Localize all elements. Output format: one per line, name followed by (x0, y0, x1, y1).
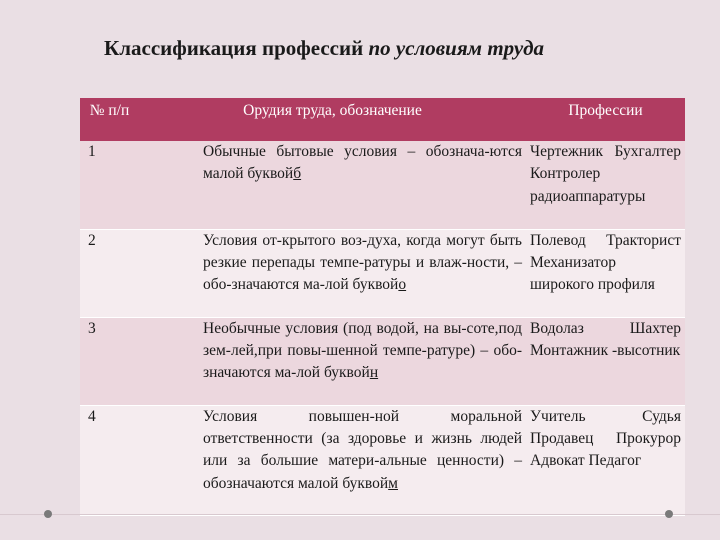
header-tools: Орудия труда, обозначение (139, 98, 526, 141)
footer-divider (0, 514, 720, 515)
table-row (80, 141, 685, 229)
classification-table (80, 98, 685, 516)
table-header-row (80, 98, 685, 141)
row-tools-text: Необычные условия (под водой, на вы-соте,под зем-лей,при повы-шенной темпе-ратуре) – обо-значаются ма-лой буквой (203, 319, 522, 382)
row-tools-letter: м (388, 474, 398, 492)
table-row (80, 229, 685, 317)
table-row (80, 317, 685, 405)
row-professions: Учитель Судья Продавец Прокурор Адвокат Педагог (526, 405, 685, 515)
row-tools-text: Условия повышен-ной моральной ответственности (за здоровье и жизнь людей или за большие матери-альные ценности) – обозначаются малой буквой (203, 407, 522, 492)
row-number: 1 (80, 141, 139, 229)
row-tools-letter: б (293, 165, 302, 183)
slide-title (104, 36, 544, 61)
row-number: 3 (80, 317, 139, 405)
row-tools (139, 405, 526, 515)
table-row (80, 405, 685, 515)
row-tools (139, 229, 526, 317)
row-professions: Чертежник Бухгалтер Контролер радиоаппаратуры (526, 141, 685, 229)
row-tools-text: Условия от-крытого воз-духа, когда могут быть резкие перепады темпе-ратуры и влаж-ности, – обо-значаются ма-лой буквой (203, 231, 522, 294)
row-tools (139, 317, 526, 405)
row-tools-letter: о (398, 276, 407, 294)
left-bullet-icon (44, 510, 52, 518)
header-professions: Профессии (526, 98, 685, 141)
row-number: 4 (80, 405, 139, 515)
right-bullet-icon (665, 510, 673, 518)
row-professions: Водолаз Шахтер Монтажник -высотник (526, 317, 685, 405)
row-professions: Полевод Тракторист Механизатор широкого профиля (526, 229, 685, 317)
row-tools (139, 141, 526, 229)
title-part-1: Классификация профессий (104, 36, 369, 60)
row-tools-letter: н (369, 364, 379, 382)
row-number: 2 (80, 229, 139, 317)
title-part-2: по условиям труда (368, 36, 545, 60)
header-number: № п/п (80, 98, 139, 141)
row-tools-text: Обычные бытовые условия – обознача-ются малой буквой (203, 143, 522, 183)
